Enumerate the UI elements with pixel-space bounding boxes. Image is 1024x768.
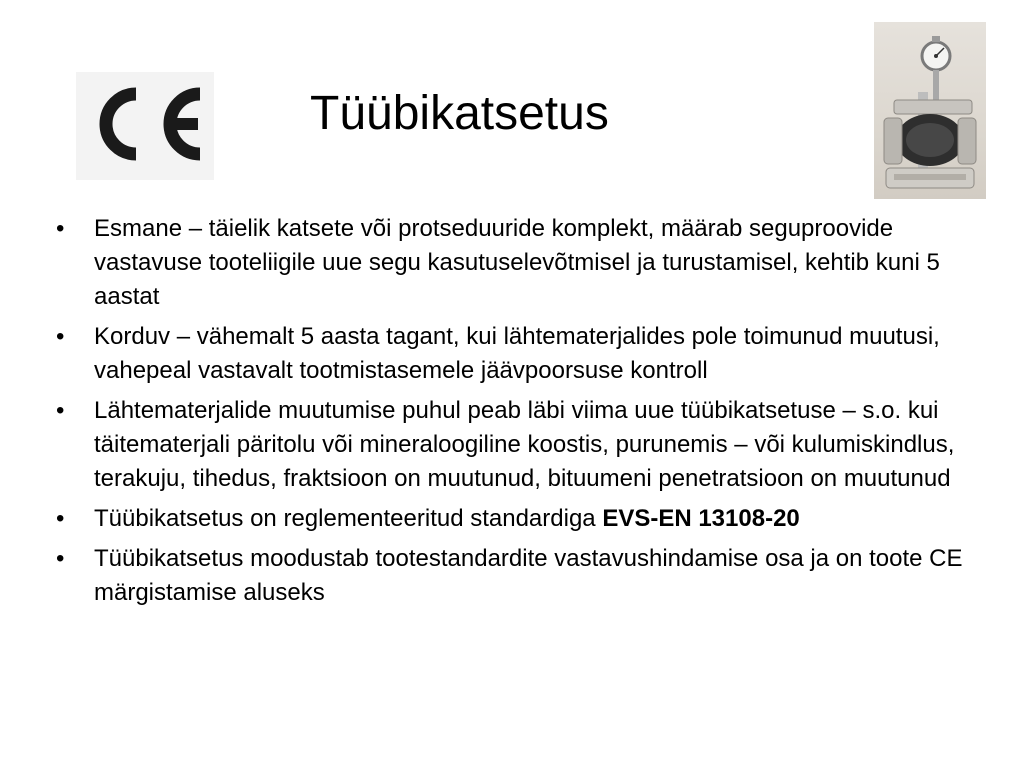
ce-marking-logo <box>76 72 214 180</box>
bullet-text: Lähtematerjalide muutumise puhul peab läbi viima uue tüübikatsetuse – s.o. kui täitematerjali päritolu või mineraloogiline koostis, purunemis – või kulumiskindlus, terakuju, tihedus, fraktsioon on muutunud, bituumeni penetratsioon on muutunud <box>94 397 955 492</box>
bullet-symbol: • <box>56 323 65 350</box>
bullet-item <box>56 212 966 314</box>
bullet-text: Tüübikatsetus moodustab tootestandardite vastavushindamise osa ja on toote CE märgistamise aluseks <box>94 545 963 606</box>
test-apparatus-photo <box>874 22 986 199</box>
bullet-text: Korduv – vähemalt 5 aasta tagant, kui lähtematerjalides pole toimunud muutusi, vahepeal vastavalt tootmistasemele jäävpoorsuse kontroll <box>94 323 940 384</box>
slide-title: Tüübikatsetus <box>310 87 609 140</box>
bullet-item <box>56 502 966 536</box>
bullet-symbol: • <box>56 215 65 242</box>
bullet-list <box>56 212 966 616</box>
standard-reference: EVS-EN 13108-20 <box>602 505 800 532</box>
bullet-item <box>56 394 966 496</box>
bullet-symbol: • <box>56 545 65 572</box>
bullet-symbol: • <box>56 505 65 532</box>
ce-marking-icon <box>76 72 214 180</box>
bullet-item <box>56 320 966 388</box>
bullet-text: Tüübikatsetus on reglementeeritud standardiga <box>94 505 603 532</box>
test-apparatus-icon <box>874 22 986 199</box>
bullet-symbol: • <box>56 397 65 424</box>
bullet-item <box>56 542 966 610</box>
bullet-text: Esmane – täielik katsete või protseduuride komplekt, määrab seguproovide vastavuse tooteliigile uue segu kasutuselevõtmisel ja turustamisel, kehtib kuni 5 aastat <box>94 215 940 310</box>
